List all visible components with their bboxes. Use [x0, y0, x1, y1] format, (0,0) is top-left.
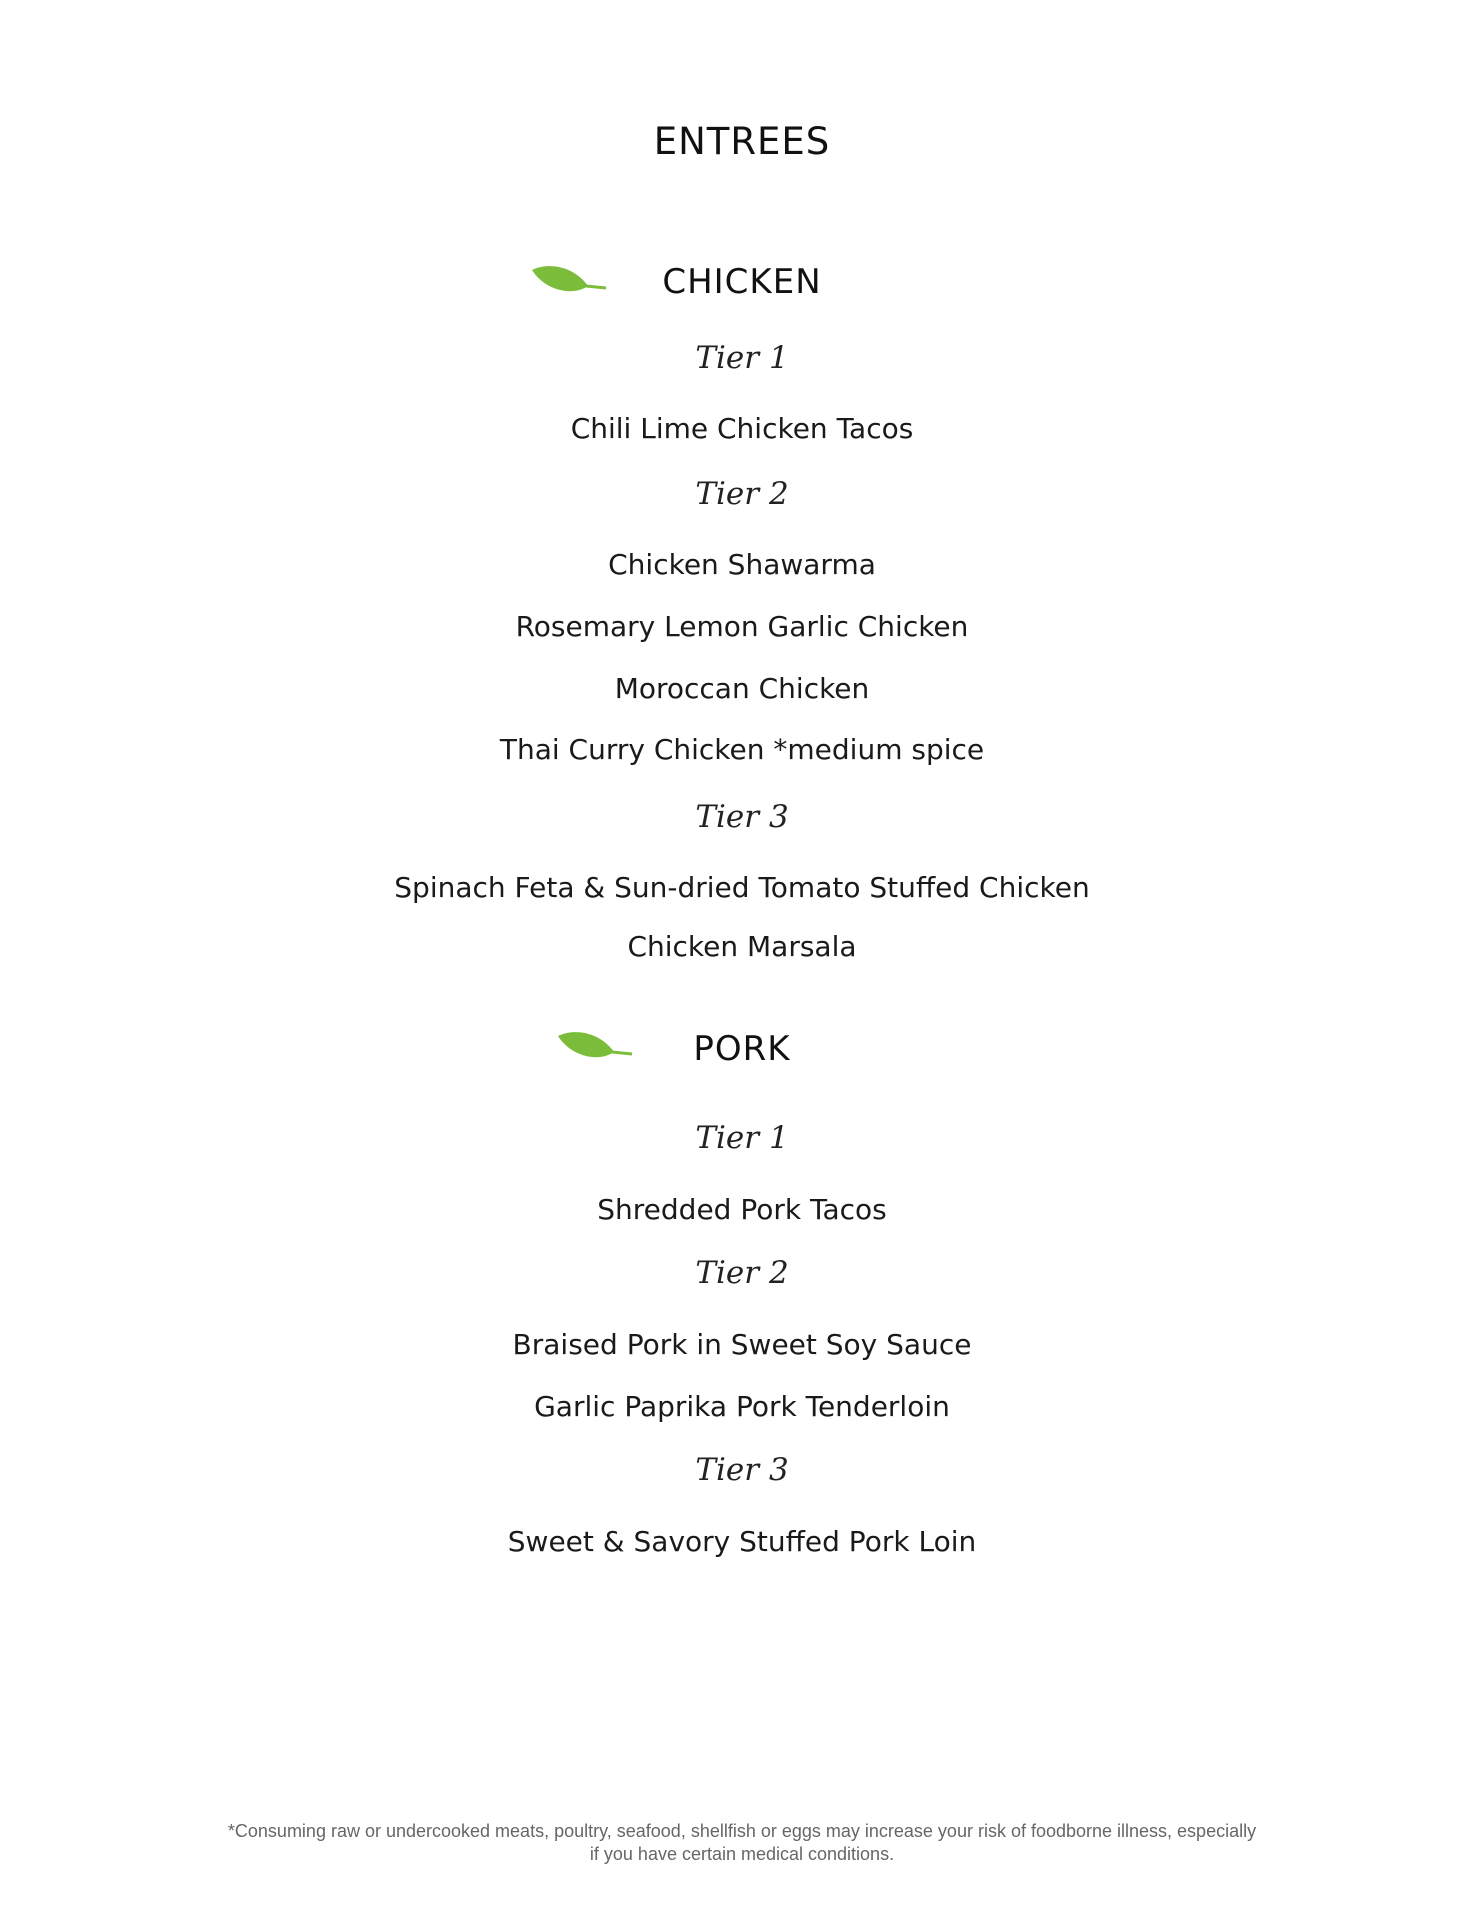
tier-label: Tier 2 [695, 476, 789, 512]
page-title: ENTREES [653, 120, 831, 163]
menu-item: Chicken Marsala [627, 930, 857, 963]
menu-item: Moroccan Chicken [614, 672, 870, 705]
menu-item: Rosemary Lemon Garlic Chicken [515, 610, 969, 643]
section-title: PORK [693, 1029, 791, 1069]
tier-label: Tier 3 [695, 799, 789, 835]
menu-item: Shredded Pork Tacos [597, 1193, 887, 1226]
menu-item: Sweet & Savory Stuffed Pork Loin [507, 1525, 977, 1558]
menu-item: Spinach Feta & Sun-dried Tomato Stuffed Chicken [394, 871, 1090, 904]
menu-item: Chili Lime Chicken Tacos [570, 412, 914, 445]
tier-label: Tier 3 [695, 1452, 789, 1488]
tier-label: Tier 1 [695, 340, 789, 376]
section-title: CHICKEN [662, 262, 822, 302]
footnote [0, 1820, 1484, 1866]
tier-label: Tier 1 [695, 1120, 789, 1156]
menu-item: Chicken Shawarma [608, 548, 876, 581]
footnote-line: if you have certain medical conditions. [589, 1844, 895, 1864]
menu-item: Garlic Paprika Pork Tenderloin [534, 1390, 950, 1423]
menu-item: Thai Curry Chicken *medium spice [499, 733, 985, 766]
footnote-line: *Consuming raw or undercooked meats, poultry, seafood, shellfish or eggs may increase your risk of foodborne illness, especially [227, 1821, 1257, 1841]
tier-label: Tier 2 [695, 1255, 789, 1291]
menu-item: Braised Pork in Sweet Soy Sauce [512, 1328, 972, 1361]
